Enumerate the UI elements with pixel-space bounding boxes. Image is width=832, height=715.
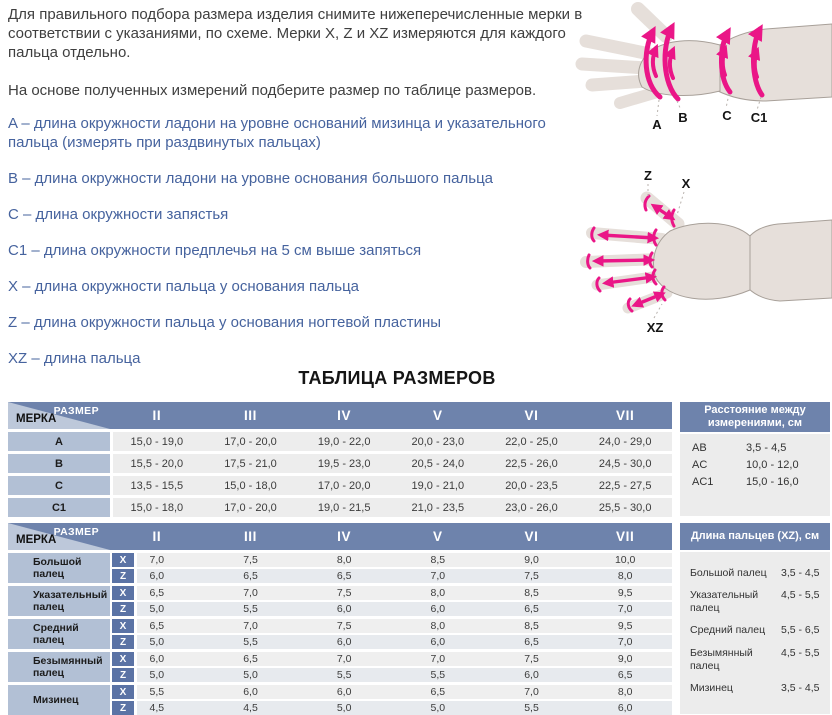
finger-row-group xyxy=(8,619,672,649)
size-table-title: ТАБЛИЦА РАЗМЕРОВ xyxy=(298,368,496,388)
finger-value-cell: 5,5 xyxy=(243,603,258,615)
finger-row-group xyxy=(8,652,672,682)
size-column-header: V xyxy=(433,529,443,544)
finger-value-cell: 7,0 xyxy=(243,587,258,599)
finger-value-cell: 6,0 xyxy=(243,686,258,698)
finger-table-header xyxy=(8,523,672,550)
finger-row-group xyxy=(8,685,672,715)
side-table-row xyxy=(692,440,830,457)
finger-value-cell: 8,5 xyxy=(430,554,446,566)
finger-value-cell: 7,0 xyxy=(149,554,165,566)
size-value-cell: 25,5 - 30,0 xyxy=(598,501,652,514)
finger-value-cell: 6,5 xyxy=(430,686,446,698)
measurement-definition: C1 – длина окружности предплечья на 5 см выше запяться xyxy=(8,242,422,259)
measurement-definition: X – длина окружности пальца у основания пальца xyxy=(8,278,360,295)
finger-value-cell: 5,0 xyxy=(149,669,165,681)
finger-label-cell: Безымянный палец xyxy=(8,652,110,682)
side-table-row xyxy=(690,647,830,673)
finger-value-cell: 6,5 xyxy=(149,620,165,632)
finger-subrow-background xyxy=(137,553,672,567)
x-tag-cell: X xyxy=(112,685,134,699)
size-value-cell: 17,0 - 20,0 xyxy=(224,501,277,514)
size-table-row xyxy=(8,454,672,473)
finger-value-cell: 9,5 xyxy=(617,587,633,599)
finger-value-cell: 7,0 xyxy=(430,570,446,582)
size-column-header: V xyxy=(433,408,443,423)
size-value-cell: 15,0 - 18,0 xyxy=(224,479,277,492)
side-row-label: AC xyxy=(692,459,708,471)
side-row-value: 3,5 - 4,5 xyxy=(781,567,820,580)
finger-value-cell: 7,0 xyxy=(243,620,258,632)
finger-subrow-values xyxy=(110,668,672,682)
corner-size-label: РАЗМЕР xyxy=(53,526,99,538)
finger-value-cell: 8,0 xyxy=(617,686,633,698)
finger-z-subrow xyxy=(110,635,672,649)
finger-length-table-header: Длина пальцев (XZ), см xyxy=(680,523,830,550)
measure-label-cell: C1 xyxy=(8,498,110,517)
measurement-definition: Z – длина окружности пальца у основания ногтевой пластины xyxy=(8,314,442,331)
diagram-label-b: B xyxy=(678,110,688,125)
corner-measure-label: МЕРКА xyxy=(16,413,57,425)
x-tag-cell: X xyxy=(112,652,134,666)
size-column-header: VI xyxy=(524,529,539,544)
finger-value-cell: 5,5 xyxy=(336,669,352,681)
finger-value-cell: 8,0 xyxy=(430,620,446,632)
finger-table-body xyxy=(8,553,672,715)
size-value-cell: 15,0 - 19,0 xyxy=(130,435,184,448)
finger-value-cell: 5,5 xyxy=(430,669,446,681)
measure-label-cell: A xyxy=(8,432,110,451)
size-column-header: IV xyxy=(337,408,352,423)
finger-measurement-diagram xyxy=(570,160,832,338)
size-value-cell: 19,5 - 23,0 xyxy=(317,457,371,470)
diagram-label-xz: XZ xyxy=(646,320,664,335)
finger-label-cell: Большой палец xyxy=(8,553,110,583)
finger-value-cell: 7,5 xyxy=(243,554,258,566)
finger-value-cell: 8,0 xyxy=(430,587,446,599)
size-value-cell: 23,0 - 26,0 xyxy=(505,501,558,514)
finger-length-table-body xyxy=(680,552,830,714)
finger-value-cell: 6,0 xyxy=(149,653,165,665)
intro-text xyxy=(8,5,586,100)
finger-value-cell: 7,0 xyxy=(430,653,446,665)
finger-size-table xyxy=(8,523,672,715)
finger-value-cell: 8,0 xyxy=(336,554,352,566)
finger-value-cell: 10,0 xyxy=(614,554,636,566)
measure-label-cell: B xyxy=(8,454,110,473)
side-row-value: 10,0 - 12,0 xyxy=(746,459,799,471)
size-column-header: III xyxy=(243,408,258,423)
side-row-value: 3,5 - 4,5 xyxy=(781,681,820,694)
hand-circumference-diagram xyxy=(570,0,832,135)
diagram-label-z: Z xyxy=(644,168,652,183)
finger-value-cell: 8,5 xyxy=(524,620,539,632)
distance-table-body xyxy=(680,434,830,516)
size-table-row xyxy=(8,476,672,495)
finger-value-cell: 9,0 xyxy=(524,554,539,566)
finger-subrow-values xyxy=(110,602,672,616)
finger-subrow-values xyxy=(110,685,672,699)
finger-value-cell: 7,5 xyxy=(524,570,539,582)
finger-value-cell: 7,0 xyxy=(336,653,352,665)
corner-size-label: РАЗМЕР xyxy=(53,405,99,417)
measurement-definition: C – длина окружности запястья xyxy=(8,206,229,223)
size-column-header: III xyxy=(243,529,258,544)
finger-value-cell: 7,5 xyxy=(336,620,352,632)
size-value-cell: 20,0 - 23,5 xyxy=(505,479,558,492)
side-row-label: Большой палец xyxy=(690,567,767,580)
finger-subrow-background xyxy=(137,685,672,699)
size-table xyxy=(8,402,672,517)
size-column-header: II xyxy=(152,529,162,544)
finger-z-subrow xyxy=(110,602,672,616)
finger-subrow-values xyxy=(110,701,672,715)
finger-row-group xyxy=(8,553,672,583)
size-table-row xyxy=(8,432,672,451)
size-value-cell: 22,0 - 25,0 xyxy=(505,435,558,448)
finger-value-cell: 7,5 xyxy=(336,587,352,599)
side-table-row xyxy=(690,624,830,637)
finger-label-cell: Указательный палец xyxy=(8,586,110,616)
size-row-values xyxy=(110,432,672,451)
side-row-label: Указательный палец xyxy=(690,589,759,615)
x-tag-cell: X xyxy=(112,586,134,600)
finger-value-cell: 5,0 xyxy=(430,702,446,714)
size-value-cell: 21,0 - 23,5 xyxy=(411,501,465,514)
finger-table-corner-cell xyxy=(8,523,110,550)
finger-value-cell: 5,5 xyxy=(524,702,539,714)
measurement-definition: XZ – длина пальца xyxy=(8,350,141,367)
finger-label-cell: Мизинец xyxy=(8,685,110,715)
finger-subrow-values xyxy=(110,635,672,649)
side-table-row xyxy=(690,567,830,580)
side-row-value: 3,5 - 4,5 xyxy=(746,442,787,454)
size-column-header: VII xyxy=(616,408,635,423)
size-column-headers xyxy=(110,402,672,429)
finger-value-cell: 4,5 xyxy=(149,702,165,714)
finger-value-cell: 5,0 xyxy=(149,603,165,615)
diagram-label-c: C xyxy=(722,108,732,123)
finger-value-cell: 4,5 xyxy=(243,702,258,714)
finger-subrow-values xyxy=(110,619,672,633)
finger-value-cell: 8,0 xyxy=(617,570,633,582)
finger-value-cell: 7,0 xyxy=(617,636,633,648)
finger-x-subrow xyxy=(110,553,672,567)
z-tag-cell: Z xyxy=(112,701,134,715)
hand-wrist-illustration xyxy=(582,9,832,103)
measurement-definition: B – длина окружности ладони на уровне основания большого пальца xyxy=(8,170,494,187)
finger-value-cell: 7,5 xyxy=(524,653,539,665)
finger-subrow-values xyxy=(110,586,672,600)
size-row-values xyxy=(110,498,672,517)
finger-x-subrow xyxy=(110,619,672,633)
side-row-value: 15,0 - 16,0 xyxy=(746,476,799,488)
finger-value-cell: 6,0 xyxy=(617,702,633,714)
finger-value-cell: 6,0 xyxy=(430,636,446,648)
finger-value-cell: 6,0 xyxy=(336,686,352,698)
finger-value-cell: 6,0 xyxy=(336,603,352,615)
intro-paragraph-1: Для правильного подбора размера изделия снимите нижеперечисленные мерки в соответствии с указаниями, по схеме. Мерки X, Z и XZ измеряются для каждого пальца отдельно. xyxy=(8,6,583,61)
side-table-row xyxy=(692,457,830,474)
finger-value-cell: 6,0 xyxy=(524,669,539,681)
finger-value-cell: 9,5 xyxy=(617,620,633,632)
size-column-header: II xyxy=(152,408,162,423)
side-row-value: 4,5 - 5,5 xyxy=(781,646,820,659)
size-value-cell: 19,0 - 21,5 xyxy=(317,501,371,514)
finger-value-cell: 5,5 xyxy=(243,636,258,648)
finger-value-cell: 5,0 xyxy=(149,636,165,648)
finger-label-cell: Средний палец xyxy=(8,619,110,649)
finger-value-cell: 9,0 xyxy=(617,653,633,665)
finger-value-cell: 6,5 xyxy=(149,587,165,599)
finger-subrow-background xyxy=(137,668,672,682)
x-tag-cell: X xyxy=(112,619,134,633)
finger-value-cell: 6,5 xyxy=(243,653,258,665)
z-tag-cell: Z xyxy=(112,635,134,649)
size-value-cell: 15,0 - 18,0 xyxy=(130,501,184,514)
size-value-cell: 19,0 - 21,0 xyxy=(411,479,465,492)
size-table-header xyxy=(8,402,672,429)
side-row-label: Средний палец xyxy=(690,624,766,637)
side-row-value: 5,5 - 6,5 xyxy=(781,624,820,637)
side-table-row xyxy=(692,474,830,491)
z-tag-cell: Z xyxy=(112,668,134,682)
diagram-label-c1: C1 xyxy=(750,110,768,125)
finger-value-cell: 5,0 xyxy=(243,669,258,681)
finger-subrow-background xyxy=(137,619,672,633)
side-row-label: AC1 xyxy=(692,476,714,488)
finger-value-cell: 6,0 xyxy=(336,636,352,648)
finger-value-cell: 6,5 xyxy=(336,570,352,582)
finger-value-cell: 8,5 xyxy=(524,587,539,599)
diagram-label-a: A xyxy=(652,117,662,132)
finger-value-cell: 5,5 xyxy=(149,686,165,698)
finger-subrow-values xyxy=(110,553,672,567)
finger-z-subrow xyxy=(110,701,672,715)
size-value-cell: 17,0 - 20,0 xyxy=(317,479,371,492)
measurement-definition: A – длина окружности ладони на уровне оснований мизинца и указательного пальца (измерять при раздвинутых пальцах) xyxy=(8,115,546,151)
finger-value-cell: 7,0 xyxy=(617,603,633,615)
finger-subrow-background xyxy=(137,635,672,649)
side-row-label: Безымянный палец xyxy=(690,646,753,672)
finger-value-cell: 6,5 xyxy=(524,603,539,615)
finger-x-subrow xyxy=(110,652,672,666)
size-value-cell: 13,5 - 15,5 xyxy=(130,479,184,492)
hand-fingers-illustration xyxy=(586,198,832,308)
side-row-label: Мизинец xyxy=(690,681,733,694)
finger-subrow-background xyxy=(137,652,672,666)
size-value-cell: 19,0 - 22,0 xyxy=(317,435,371,448)
finger-subrow-values xyxy=(110,569,672,583)
finger-value-cell: 5,0 xyxy=(336,702,352,714)
finger-value-cell: 6,5 xyxy=(243,570,258,582)
size-value-cell: 15,5 - 20,0 xyxy=(130,457,184,470)
size-column-headers xyxy=(110,523,672,550)
finger-value-cell: 6,0 xyxy=(430,603,446,615)
z-tag-cell: Z xyxy=(112,569,134,583)
measurement-definitions-list xyxy=(8,114,586,385)
finger-row-group xyxy=(8,586,672,616)
intro-paragraph-2: На основе полученных измерений подберите размер по таблице размеров. xyxy=(8,82,537,99)
finger-subrow-background xyxy=(137,701,672,715)
finger-length-table xyxy=(680,523,830,714)
size-value-cell: 17,0 - 20,0 xyxy=(224,435,277,448)
size-row-values xyxy=(110,454,672,473)
diagram-label-x: X xyxy=(681,176,691,191)
side-table-row xyxy=(690,682,830,695)
finger-subrow-background xyxy=(137,569,672,583)
size-table-corner-cell xyxy=(8,402,110,429)
side-row-value: 4,5 - 5,5 xyxy=(781,589,820,602)
size-column-header: VI xyxy=(524,408,539,423)
corner-measure-label: МЕРКА xyxy=(16,534,57,546)
size-value-cell: 22,5 - 26,0 xyxy=(505,457,558,470)
x-tag-cell: X xyxy=(112,553,134,567)
size-column-header: IV xyxy=(337,529,352,544)
size-value-cell: 20,5 - 24,0 xyxy=(411,457,465,470)
z-tag-cell: Z xyxy=(112,602,134,616)
finger-subrow-background xyxy=(137,602,672,616)
size-row-values xyxy=(110,476,672,495)
size-value-cell: 24,5 - 30,0 xyxy=(598,457,652,470)
measure-label-cell: C xyxy=(8,476,110,495)
distance-table xyxy=(680,402,830,516)
size-value-cell: 20,0 - 23,0 xyxy=(411,435,465,448)
size-value-cell: 22,5 - 27,5 xyxy=(598,479,652,492)
size-value-cell: 24,0 - 29,0 xyxy=(598,435,652,448)
finger-subrow-values xyxy=(110,652,672,666)
finger-subrow-background xyxy=(137,586,672,600)
finger-value-cell: 7,0 xyxy=(524,686,539,698)
finger-z-subrow xyxy=(110,569,672,583)
finger-value-cell: 6,5 xyxy=(617,669,633,681)
side-table-row xyxy=(690,589,830,615)
size-column-header: VII xyxy=(616,529,635,544)
finger-value-cell: 6,5 xyxy=(524,636,539,648)
size-table-row xyxy=(8,498,672,517)
finger-x-subrow xyxy=(110,586,672,600)
finger-x-subrow xyxy=(110,685,672,699)
size-table-body xyxy=(8,432,672,517)
finger-z-subrow xyxy=(110,668,672,682)
finger-value-cell: 6,0 xyxy=(149,570,165,582)
size-value-cell: 17,5 - 21,0 xyxy=(224,457,277,470)
side-row-label: AB xyxy=(692,442,707,454)
distance-table-header: Расстояние между измерениями, см xyxy=(680,402,830,432)
